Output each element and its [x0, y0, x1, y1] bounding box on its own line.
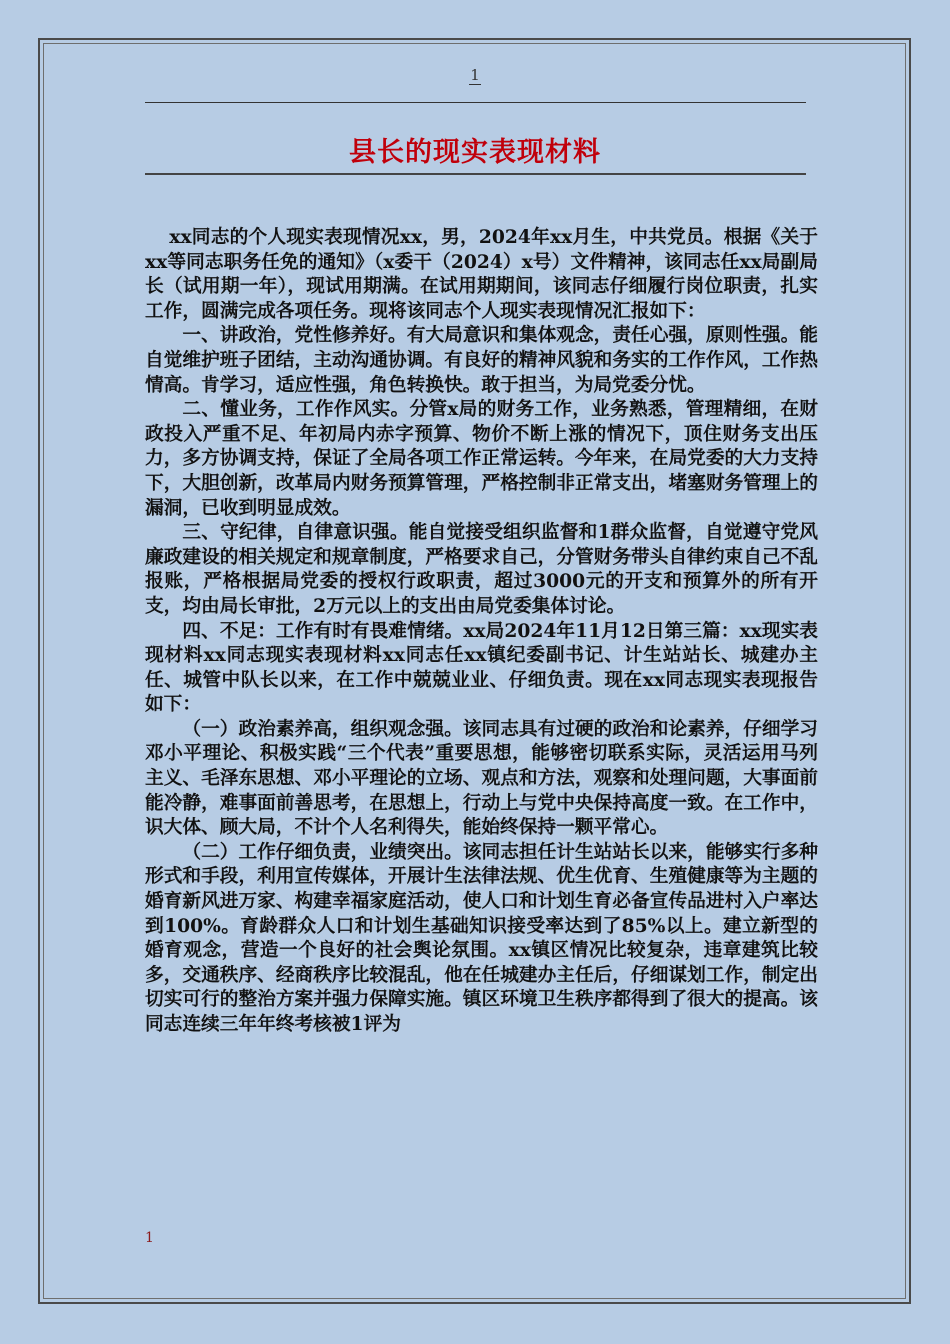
header-rule — [145, 102, 806, 103]
paragraph-business: 二、懂业务，工作作风实。分管x局的财务工作，业务熟悉，管理精细，在财政投入严重不足、年初局内赤字预算、物价不断上涨的情况下，顶住财务支出压力，多方协调支持，保证了全局各项工作正常运转。今年来，在局党委的大力支持下，大胆创新，改革局内财务预算管理，严格控制非正常支出，堵塞财务管理上的漏洞，已收到明显成效。 — [145, 398, 818, 519]
paragraph-intro: xx同志的个人现实表现情况xx，男，2024年xx月生，中共党员。根据《关于xx等同志职务任免的通知》（x委干（2024）x号）文件精神，该同志任xx局副局长（试用期一年），现试用期满。在试用期期间，该同志仔细履行岗位职责，扎实工作，圆满完成各项任务。现将该同志个人现实表现情况汇报如下： — [145, 226, 818, 322]
paragraph-political-quality: （一）政治素养高，组织观念强。该同志具有过硬的政治和论素养，仔细学习邓小平理论、积极实践“三个代表”重要思想，能够密切联系实际，灵活运用马列主义、毛泽东思想、邓小平理论的立场、观点和方法，观察和处理问题，大事面前能冷静，难事面前善思考，在思想上，行动上与党中央保持高度一致。在工作中，识大体、顾大局，不计个人名利得失，能始终保持一颗平常心。 — [145, 717, 818, 839]
header-page-number — [0, 66, 950, 84]
document-title: 县长的现实表现材料 — [349, 137, 601, 168]
paragraph-shortcomings: 四、不足：工作有时有畏难情绪。xx局2024年11月12日第三篇：xx现实表现材料xx同志现实表现材料xx同志任xx镇纪委副书记、计生站站长、城建办主任、城管中队长以来，在工作中兢兢业业、仔细负责。现在xx同志现实表现报告如下： — [145, 619, 818, 716]
paragraph-work-performance: （二）工作仔细负责，业绩突出。该同志担任计生站站长以来，能够实行多种形式和手段，利用宣传媒体，开展计生法律法规、优生优育、生殖健康等为主题的婚育新风进万家、构建幸福家庭活动，使人口和计划生育必备宣传品进村入户率达到100%。育龄群众人口和计划生基础知识接受率达到了85%以上。建立新型的 婚育观念，营造一个良好的社会舆论氛围。xx镇区情况比较复杂，违章建筑比较多，交通秩序、经商秩序比较混乱，他在任城建办主任后，仔细谋划工作，制定出切实可行的整治方案并强力保障实施。镇区环境卫生秩序都得到了很大的提高。该同志连续三年年终考核被1评为 — [145, 840, 818, 1035]
paragraph-discipline: 三、守纪律，自律意识强。能自觉接受组织监督和1群众监督，自觉遵守党风廉政建设的相关规定和规章制度，严格要求自己，分管财务带头自律约束自己不乱报账，严格根据局党委的授权行政职责，超过3000元的开支和预算外的所有开支，均由局长审批，2万元以上的支出由局党委集体讨论。 — [145, 521, 818, 617]
header-page-number-text: 1 — [470, 66, 480, 84]
paragraph-politics: 一、讲政治，党性修养好。有大局意识和集体观念，责任心强，原则性强。能自觉维护班子团结，主动沟通协调。有良好的精神风貌和务实的工作作风，工作热情高。肯学习，适应性强，角色转换快。敢于担当，为局党委分忧。 — [145, 324, 818, 396]
document-body — [145, 225, 818, 1037]
footer-page-number: 1 — [145, 1230, 154, 1246]
title-rule — [145, 173, 806, 175]
